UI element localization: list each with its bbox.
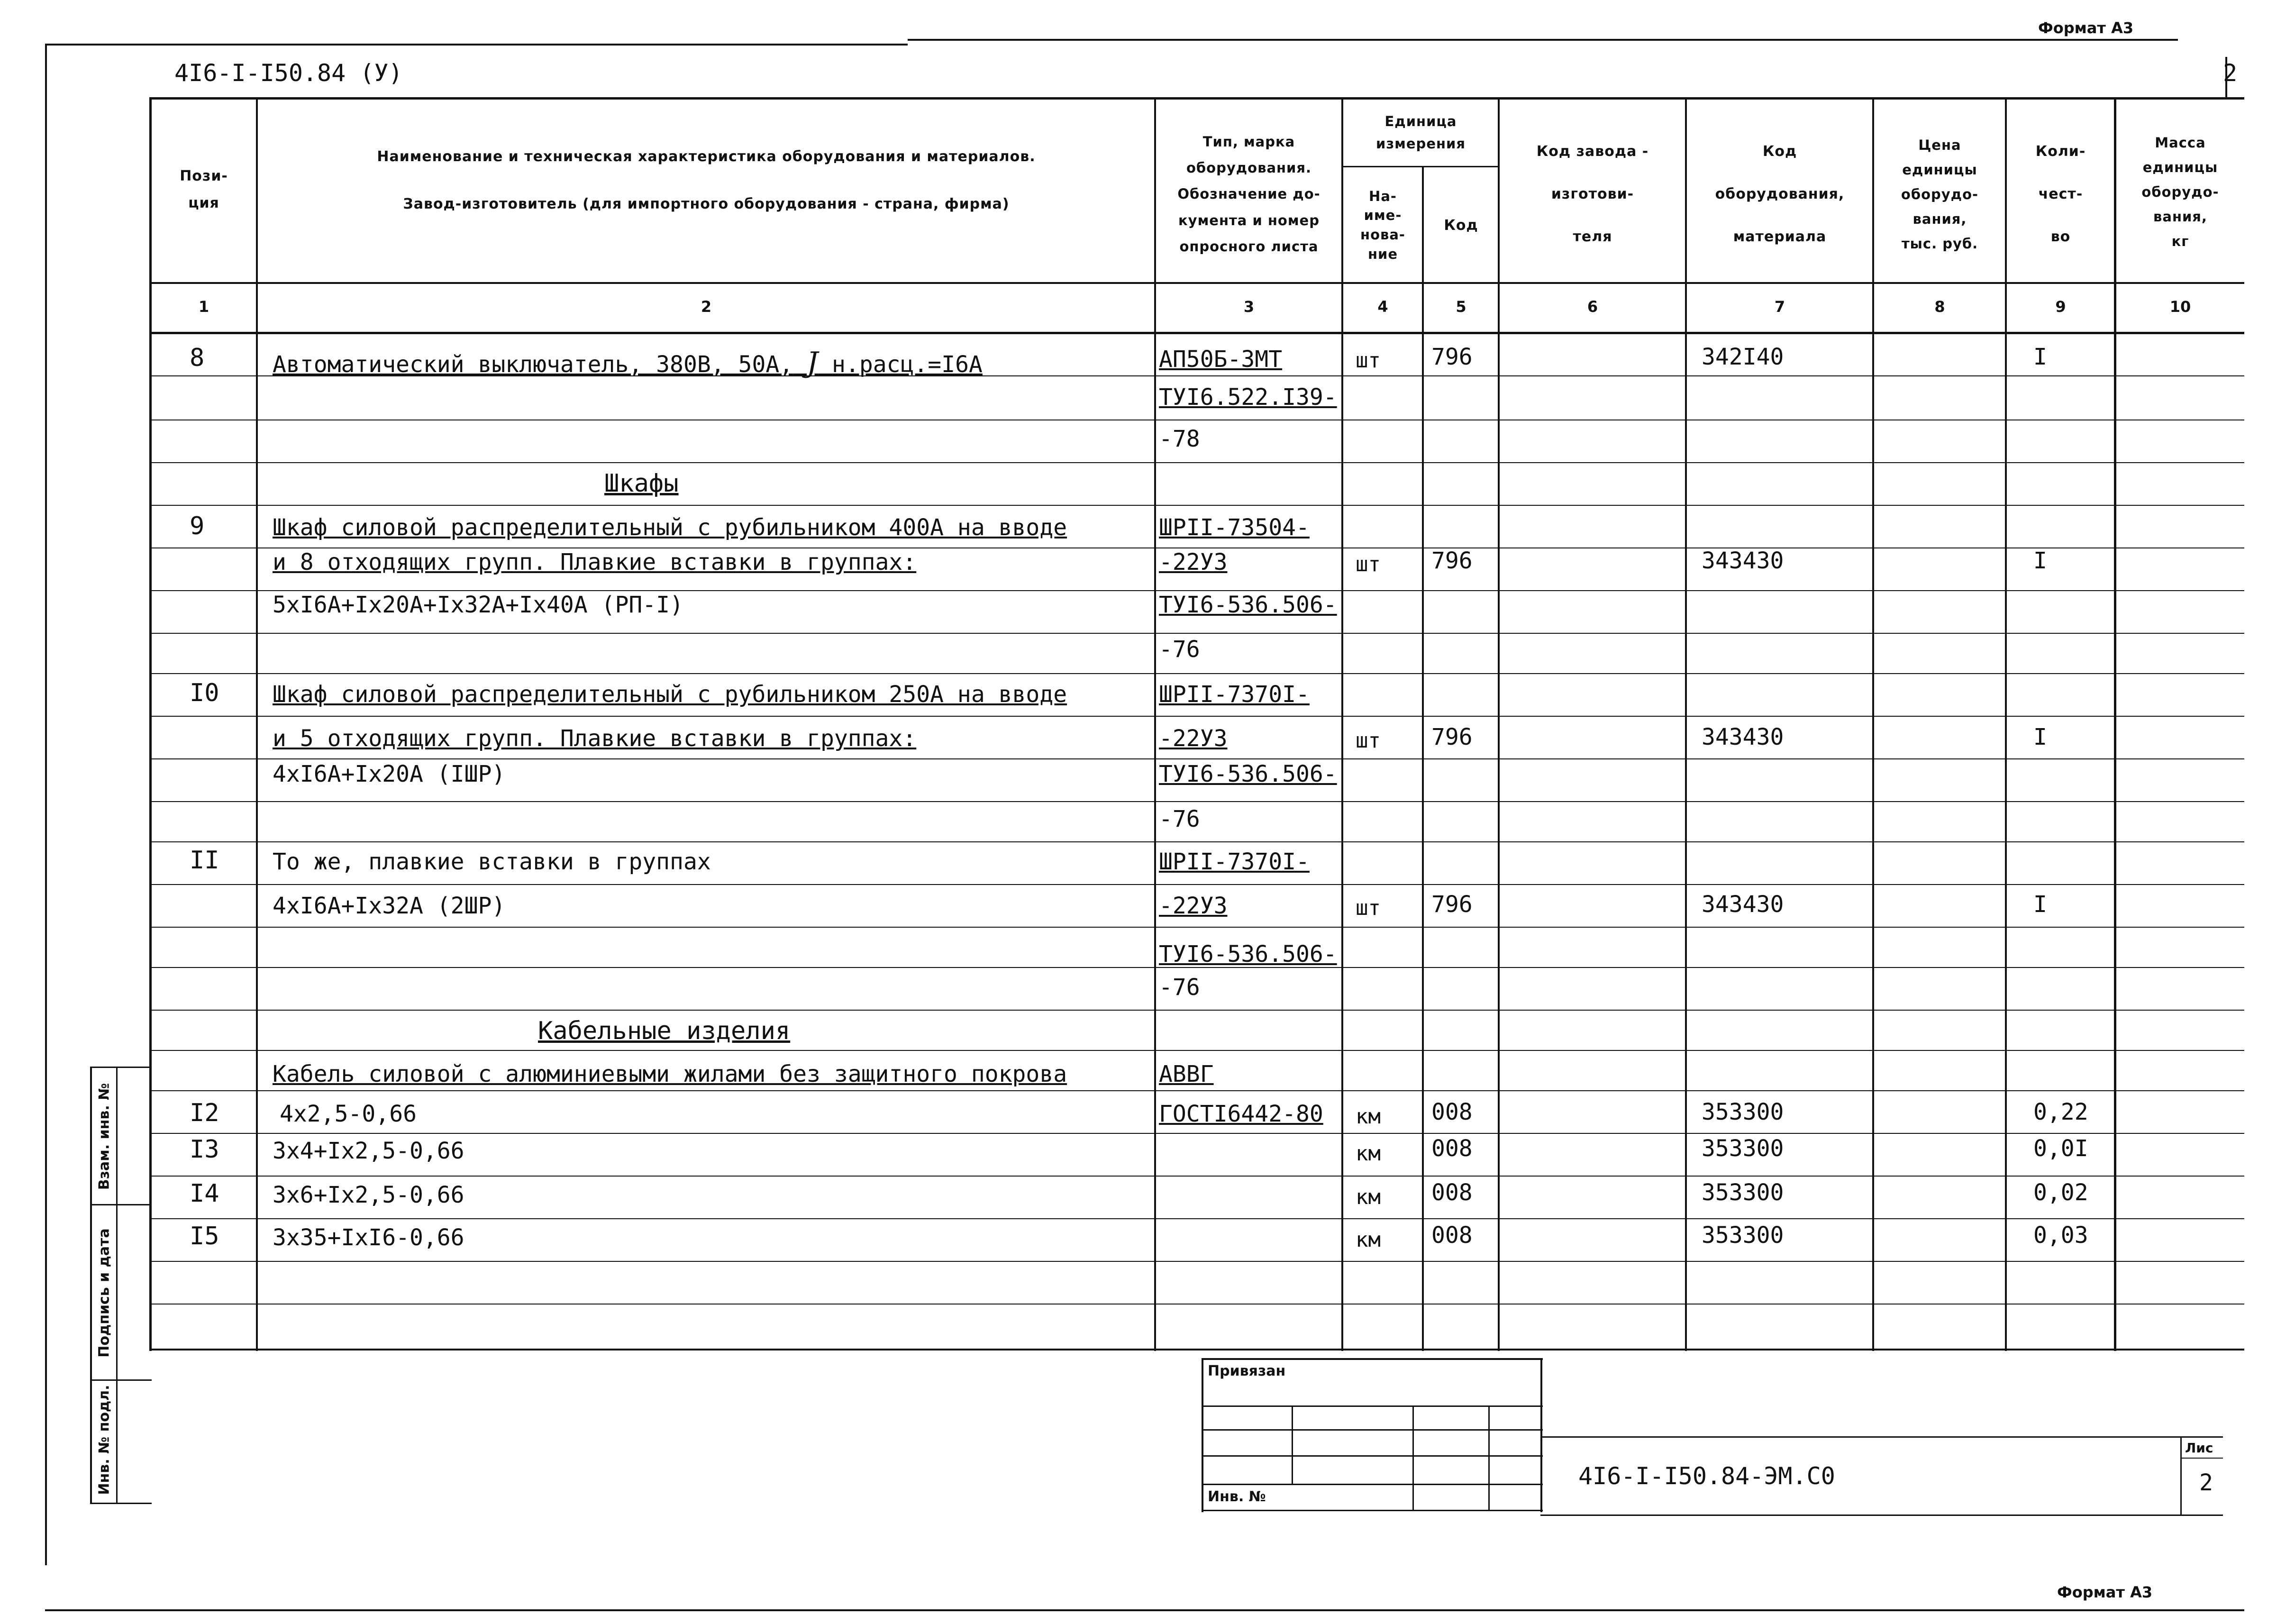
side-label-vzam: Взам. инв. № <box>96 1083 113 1190</box>
top-sheet-digit: 2 <box>2223 59 2238 87</box>
col-number-10: 10 <box>2169 298 2191 316</box>
row-pos: 8 <box>190 344 205 372</box>
side-label-inv-podl: Инв. № подл. <box>96 1385 113 1495</box>
row-type: -76 <box>1159 636 1200 663</box>
row-equip: 342I40 <box>1702 344 1784 370</box>
row-qty: I <box>2033 724 2047 750</box>
header-unit-name: На- име- нова- ние <box>1360 188 1405 262</box>
row-equip: 353300 <box>1702 1179 1784 1206</box>
top-format-label: Формат А3 <box>2038 19 2134 37</box>
row-unit: шт <box>1356 348 1381 373</box>
row-name: и 5 отходящих групп. Плавкие вставки в группах: <box>273 725 917 752</box>
row-qty: 0,03 <box>2033 1222 2088 1249</box>
row-name: 3х35+IхI6-0,66 <box>273 1224 464 1251</box>
row-qty: 0,02 <box>2033 1179 2088 1206</box>
row-type: -78 <box>1159 426 1200 452</box>
row-pos: I5 <box>190 1222 219 1250</box>
row-type: ГОСТI6442-80 <box>1159 1101 1323 1127</box>
row-type: ШРII-7370I- <box>1159 681 1310 708</box>
row-equip: 353300 <box>1702 1135 1784 1162</box>
header-equipment-code: Код оборудования, материала <box>1715 143 1845 245</box>
col-number-2: 2 <box>701 298 712 316</box>
row-code: 008 <box>1431 1179 1473 1206</box>
row-name: 4х2,5-0,66 <box>280 1101 417 1127</box>
row-name: 3х4+Iх2,5-0,66 <box>273 1138 464 1164</box>
row-code: 796 <box>1431 891 1473 918</box>
frame-left-line <box>45 44 47 1565</box>
row-equip: 353300 <box>1702 1222 1784 1249</box>
row-unit: км <box>1356 1104 1381 1129</box>
col-number-8: 8 <box>1934 298 1945 316</box>
row-type: АП50Б-3МТ <box>1159 346 1283 373</box>
row-name: 4хI6А+Iх32А (2ШР) <box>273 893 506 919</box>
row-equip: 343430 <box>1702 547 1784 574</box>
top-document-code: 4I6-I-I50.84 (У) <box>174 59 403 87</box>
header-name-line2: Завод-изготовитель (для импортного оборудования - страна, фирма) <box>403 195 1010 212</box>
header-factory-code: Код завода - изготови- теля <box>1536 143 1649 245</box>
row-code: 008 <box>1431 1135 1473 1162</box>
row-unit: км <box>1356 1185 1381 1209</box>
col-number-1: 1 <box>198 298 209 316</box>
frame-top-line <box>45 44 908 46</box>
row-name: Шкаф силовой распределительный с рубильником 250А на вводе <box>273 681 1067 708</box>
row-type: ШРII-73504- <box>1159 514 1310 541</box>
row-type: -22У3 <box>1159 549 1228 575</box>
row-name: и 8 отходящих групп. Плавкие вставки в группах: <box>273 549 917 575</box>
row-code: 008 <box>1431 1099 1473 1125</box>
row-type: -22У3 <box>1159 725 1228 752</box>
header-price: Цена единицы оборудо- вания, тыс. руб. <box>1901 137 1979 252</box>
row-pos: II <box>190 846 219 875</box>
side-label-podpis: Подпись и дата <box>96 1228 113 1358</box>
row-code: 796 <box>1431 547 1473 574</box>
col-number-7: 7 <box>1774 298 1785 316</box>
row-unit: шт <box>1356 552 1381 576</box>
row-equip: 353300 <box>1702 1099 1784 1125</box>
col-number-6: 6 <box>1587 298 1598 316</box>
row-unit: км <box>1356 1228 1381 1252</box>
row-type: -22У3 <box>1159 893 1228 919</box>
row-name: 5хI6А+Iх20А+Iх32А+Iх40А (РП-I) <box>273 592 683 618</box>
section-title: Шкафы <box>604 469 679 498</box>
row-pos: I3 <box>190 1135 219 1164</box>
row-type: -76 <box>1159 974 1200 1001</box>
row-equip: 343430 <box>1702 724 1784 750</box>
row-qty: 0,22 <box>2033 1099 2088 1125</box>
row-name: Автоматический выключатель, 380В, 50А, J н.расц.=I6А <box>273 346 983 379</box>
row-pos: I0 <box>190 679 219 707</box>
header-position: Пози- ция <box>180 168 228 211</box>
row-type: ТУI6-536.506- <box>1159 941 1337 967</box>
row-equip: 343430 <box>1702 891 1784 918</box>
bottom-format-label: Формат А3 <box>2057 1583 2153 1601</box>
row-pos: 9 <box>190 512 205 540</box>
stamp-privyazan: Привязан <box>1208 1363 1286 1379</box>
row-name: Шкаф силовой распределительный с рубильником 400А на вводе <box>273 514 1067 541</box>
row-code: 008 <box>1431 1222 1473 1249</box>
frame-top-line-right <box>908 39 2178 41</box>
stamp-document-code: 4I6-I-I50.84-ЭМ.С0 <box>1578 1462 1835 1490</box>
stamp-list-number: 2 <box>2199 1469 2213 1496</box>
row-type: -76 <box>1159 806 1200 832</box>
row-unit: шт <box>1356 729 1381 753</box>
row-pos: I2 <box>190 1099 219 1127</box>
row-code: 796 <box>1431 344 1473 370</box>
row-unit: км <box>1356 1141 1381 1166</box>
row-qty: 0,0I <box>2033 1135 2088 1162</box>
section-title: Кабельные изделия <box>538 1017 791 1045</box>
row-qty: I <box>2033 344 2047 370</box>
header-unit-code: Код <box>1444 217 1478 234</box>
header-mass: Масса единицы оборудо- вания, кг <box>2141 134 2219 250</box>
row-type: ТУI6.522.I39- <box>1159 384 1337 411</box>
frame-bottom-line <box>45 1609 2244 1611</box>
col-number-5: 5 <box>1456 298 1466 316</box>
row-name: То же, плавкие вставки в группах <box>273 848 711 875</box>
header-name-line1: Наименование и техническая характеристика оборудования и материалов. <box>377 148 1036 165</box>
row-type: ТУI6-536.506- <box>1159 761 1337 787</box>
col-number-3: 3 <box>1243 298 1255 316</box>
row-type: ШРII-7370I- <box>1159 848 1310 875</box>
stamp-list-label: Лис <box>2185 1440 2213 1456</box>
header-type: Тип, марка оборудования. Обозначение до- кумента и номер опросного листа <box>1177 134 1321 255</box>
row-unit: шт <box>1356 896 1381 920</box>
row-qty: I <box>2033 891 2047 918</box>
row-pos: I4 <box>190 1179 219 1208</box>
header-quantity: Коли- чест- во <box>2035 143 2086 245</box>
row-type: АВВГ <box>1159 1061 1214 1087</box>
row-name: 3х6+Iх2,5-0,66 <box>273 1182 464 1208</box>
stamp-inv: Инв. № <box>1208 1488 1266 1505</box>
col-number-4: 4 <box>1377 298 1388 316</box>
col-number-9: 9 <box>2055 298 2066 316</box>
row-qty: I <box>2033 547 2047 574</box>
row-name: 4хI6А+Iх20А (IШР) <box>273 761 506 787</box>
row-type: ТУI6-536.506- <box>1159 592 1337 618</box>
header-unit: Единица измерения <box>1376 113 1466 152</box>
row-name: Кабель силовой с алюминиевыми жилами без защитного покрова <box>273 1061 1067 1087</box>
row-code: 796 <box>1431 724 1473 750</box>
